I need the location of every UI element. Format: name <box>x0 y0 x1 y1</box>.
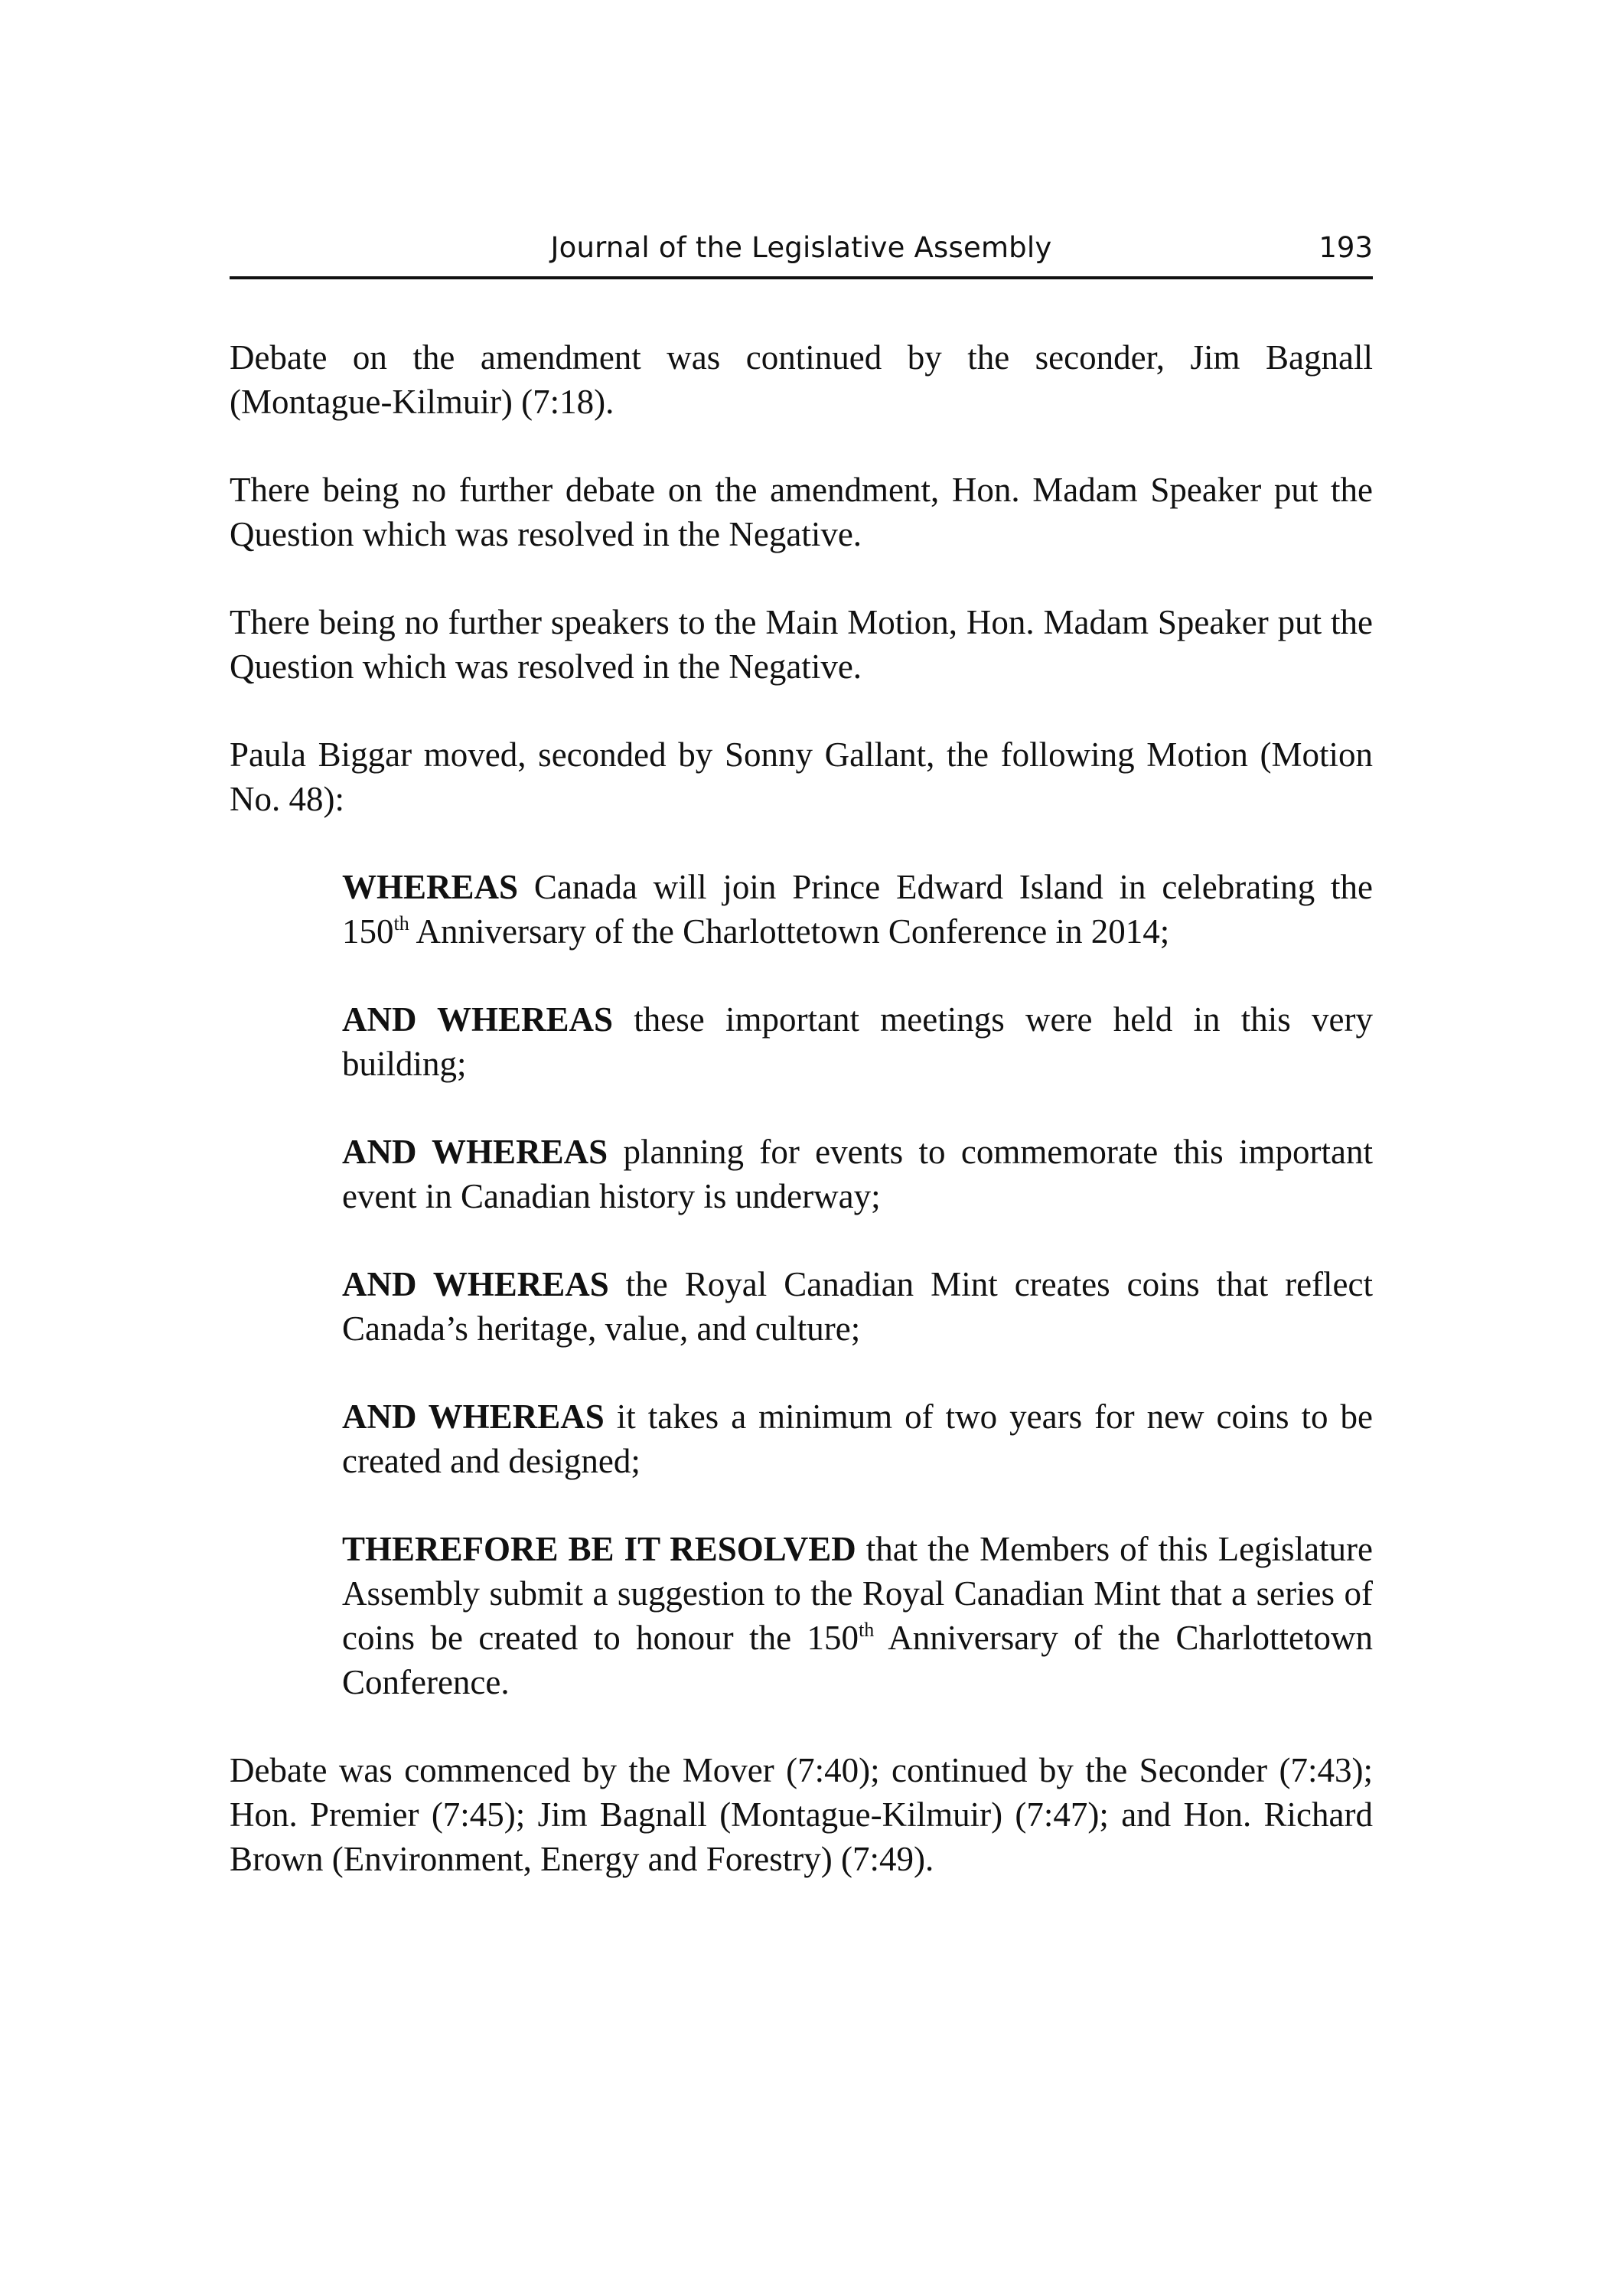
motion-resolution-clause <box>342 1527 1373 1704</box>
clause-lead: AND WHEREAS <box>342 1000 614 1039</box>
header-rule <box>230 276 1373 279</box>
paragraph-main-motion-question: There being no further speakers to the Main Motion, Hon. Madam Speaker put the Question which was resolved in the Negative. <box>230 603 1373 686</box>
clause-lead: AND WHEREAS <box>342 1397 605 1436</box>
motion-clause <box>342 997 1373 1086</box>
clause-text: these important meetings were held in this very building; <box>342 1000 1374 1083</box>
running-title: Journal of the Legislative Assembly <box>550 231 1052 264</box>
motion-clause <box>342 1130 1373 1218</box>
clause-lead: AND WHEREAS <box>342 1133 608 1171</box>
clause-text: Anniversary of the Charlottetown Conference in 2014; <box>409 912 1170 951</box>
paragraph-debate-record: Debate was commenced by the Mover (7:40); continued by the Seconder (7:43); Hon. Premier (7:45); Jim Bagnall (Montague-Kilmuir) (7:47); and Hon. Richard Brown (Environment, Energy and Forestry) (7:49). <box>230 1751 1373 1878</box>
clause-text: the Royal Canadian Mint creates coins that reflect Canada’s heritage, value, and culture; <box>342 1265 1373 1348</box>
paragraph-amendment-debate: Debate on the amendment was continued by the seconder, Jim Bagnall (Montague-Kilmuir) (7:18). <box>230 338 1373 421</box>
page-body <box>230 335 1373 1925</box>
motion-clause <box>342 1394 1373 1483</box>
clause-lead: AND WHEREAS <box>342 1265 609 1303</box>
clause-text: Canada will join Prince Edward Island in celebrating the 150 <box>342 868 1373 951</box>
page-header <box>230 230 1373 274</box>
motion-clause <box>342 1262 1373 1351</box>
clause-lead: THEREFORE BE IT RESOLVED <box>342 1530 856 1568</box>
paragraph-motion-introduction: Paula Biggar moved, seconded by Sonny Gallant, the following Motion (Motion No. 48): <box>230 735 1373 818</box>
ordinal-suffix: th <box>393 912 409 934</box>
motion-text <box>342 865 1373 1704</box>
ordinal-suffix: th <box>859 1619 875 1641</box>
page-number: 193 <box>1319 231 1373 264</box>
clause-lead: WHEREAS <box>342 868 519 906</box>
paragraph-amendment-question: There being no further debate on the amendment, Hon. Madam Speaker put the Question which was resolved in the Negative. <box>230 471 1373 553</box>
motion-clause <box>342 865 1373 954</box>
clause-text: planning for events to commemorate this important event in Canadian history is underway; <box>342 1133 1373 1215</box>
clause-text: that the Members of this Legislature Assembly submit a suggestion to the Royal Canadian Mint that a series of coins be created to honour the 150 <box>342 1530 1374 1657</box>
clause-text: Anniversary of the Charlottetown Conference. <box>342 1619 1373 1701</box>
clause-text: it takes a minimum of two years for new coins to be created and designed; <box>342 1397 1373 1480</box>
